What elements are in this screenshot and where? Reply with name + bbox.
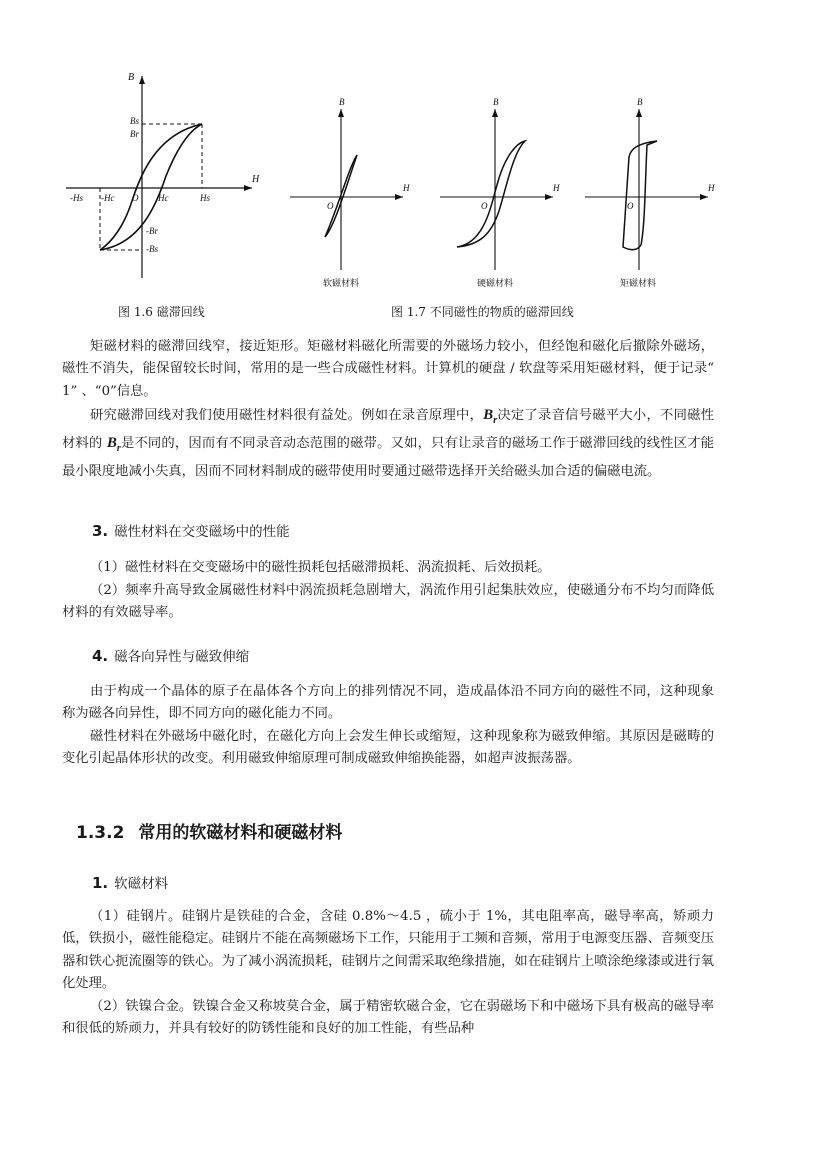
label-neg-br: -Br bbox=[146, 226, 158, 236]
label-h: H bbox=[252, 174, 260, 185]
label-neg-hc: -Hc bbox=[101, 193, 115, 203]
panel-label-soft: 软磁材料 bbox=[323, 279, 360, 289]
label-hs: Hs bbox=[200, 193, 211, 203]
paragraph-hysteresis-use: 研究磁滞回线对我们使用磁性材料很有益处。例如在录音原理中，$B_r$决定了录音信号磁平大小，不同磁性材料的 $B_r$是不同的，因而有不同录音动态范围的磁带。又如，只有让录音的磁场工作于磁滞回线的线性区才能最小限度地减小失真，因而不同材料制成的磁带使用时要通过磁带选择开关给磁头加合适的偏磁电流。 bbox=[62, 407, 715, 479]
hard-loop bbox=[457, 141, 525, 247]
rect-loop bbox=[623, 141, 657, 250]
svg-text:B: B bbox=[493, 97, 499, 107]
label-hc: Hc bbox=[158, 193, 169, 203]
svg-text:H: H bbox=[403, 183, 410, 193]
svg-text:O: O bbox=[627, 201, 634, 211]
paragraph-silicon-steel: （1）硅钢片。硅钢片是铁硅的合金，含硅 0.8%～4.5 ，硫小于 1%，其电阻率高，磁导率高，矫顽力低，铁损小，磁性能稳定。硅钢片不能在高频磁场下工作，只能用于工频和音频，常用于电源变压器、音频变压器和铁心扼流圈等的铁心。为了减小涡流损耗，硅钢片之间需采取绝缘措施，如在硅钢片上喷涂绝缘漆或进行氧化处理。 bbox=[62, 909, 714, 992]
svg-text:O: O bbox=[481, 201, 488, 211]
heading-anisotropy: 4. 磁各向异性与磁致伸缩 bbox=[92, 647, 250, 665]
paragraph-aniso-2: 磁性材料在外磁场中磁化时，在磁化方向上会发生伸长或缩短，这种现象称为磁致伸缩。其原因是磁畴的变化引起晶体形状的改变。利用磁致伸缩原理可制成磁致伸缩换能器，如超声波振荡器。 bbox=[62, 729, 714, 767]
label-neg-hs: -Hs bbox=[70, 193, 83, 203]
label-br: Br bbox=[130, 129, 139, 139]
svg-text:B: B bbox=[339, 97, 345, 107]
label-b: B bbox=[128, 72, 135, 83]
paragraph-ac-2: （2）频率升高导致金属磁性材料中涡流损耗急剧增大，涡流作用引起集肤效应，使磁通分布不均匀而降低材料的有效磁导率。 bbox=[62, 583, 714, 621]
figure-1-7-caption: 图 1.7 不同磁性的物质的磁滞回线 bbox=[391, 305, 574, 319]
heading-soft-magnetic: 1. 软磁材料 bbox=[92, 874, 169, 892]
panel-label-rect: 矩磁材料 bbox=[620, 279, 657, 289]
paragraph-aniso-1: 由于构成一个晶体的原子在晶体各个方向上的排列情况不同，造成晶体沿不同方向的磁性不同，这种现象称为磁各向异性，即不同方向的磁化能力不同。 bbox=[62, 684, 714, 722]
svg-text:H: H bbox=[708, 183, 715, 193]
figure-1-6-caption: 图 1.6 磁滞回线 bbox=[118, 305, 205, 319]
figure-material-loops bbox=[285, 95, 725, 295]
svg-text:H: H bbox=[553, 183, 560, 193]
svg-text:B: B bbox=[637, 97, 643, 107]
section-title: 1.3.2 常用的软磁材料和硬磁材料 bbox=[76, 823, 343, 843]
symbol-br: $B_r$ bbox=[106, 435, 121, 455]
label-neg-bs: -Bs bbox=[146, 244, 158, 254]
paragraph-ac-1: （1）磁性材料在交变磁场中的磁性损耗包括磁滞损耗、涡流损耗、后效损耗。 bbox=[90, 560, 551, 575]
panel-label-hard: 硬磁材料 bbox=[477, 279, 514, 289]
symbol-br: $B_r$ bbox=[483, 407, 498, 426]
svg-text:O: O bbox=[327, 201, 334, 211]
paragraph-permalloy: （2）铁镍合金。铁镍合金又称坡莫合金，属于精密软磁合金，它在弱磁场下和中磁场下具有极高的磁导率和很低的矫顽力，并具有较好的防锈性能和良好的加工性能，有些品种 bbox=[62, 999, 714, 1037]
paragraph-rect-material: 矩磁材料的磁滞回线窄，接近矩形。矩磁材料磁化所需要的外磁场力较小，但经饱和磁化后撤除外磁场，磁性不消失，能保留较长时间，常用的是一些合成磁性材料。计算机的硬盘 / 软盘等采用矩磁材料，便于记录“ 1” 、“0”信息。 bbox=[62, 339, 714, 399]
heading-ac-field: 3. 磁性材料在交变磁场中的性能 bbox=[92, 522, 290, 540]
label-origin: O bbox=[132, 193, 139, 203]
figure-hysteresis-loop bbox=[60, 66, 260, 286]
label-bs: Bs bbox=[130, 116, 139, 126]
